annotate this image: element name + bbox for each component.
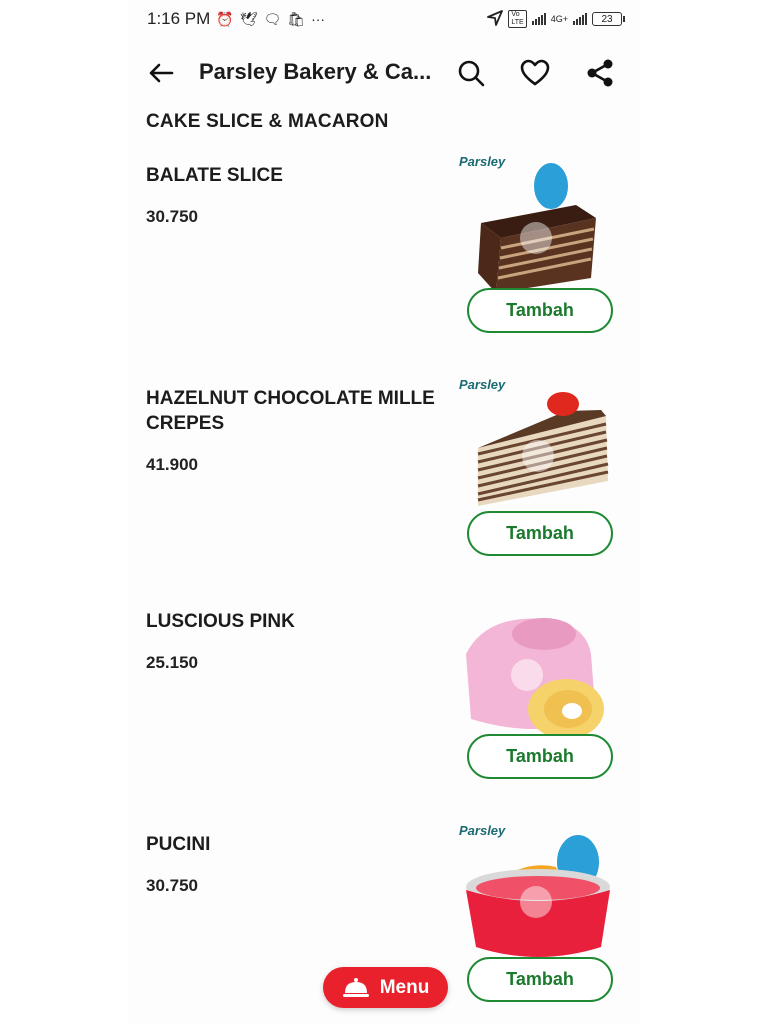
share-button[interactable]: [584, 57, 616, 89]
item-name: LUSCIOUS PINK: [146, 611, 295, 632]
add-button[interactable]: Tambah: [467, 957, 613, 1002]
alarm-icon: ⏰: [216, 11, 234, 27]
item-price: 25.150: [146, 653, 198, 672]
cake-image[interactable]: [456, 153, 621, 293]
item-name: HAZELNUT CHOCOLATE MILLE CREPES: [146, 388, 435, 434]
share-icon: [586, 59, 614, 87]
pudding-image[interactable]: [456, 822, 621, 962]
parsley-logo: Parsley: [459, 377, 506, 392]
add-button[interactable]: Tambah: [467, 734, 613, 779]
arrow-left-icon: [148, 62, 174, 84]
volte-icon: Vo LTE: [508, 10, 526, 27]
item-price: 30.750: [146, 876, 198, 895]
shopping-bag-icon: 🛍: [287, 11, 306, 27]
add-button[interactable]: Tambah: [467, 288, 613, 333]
menu-button[interactable]: [323, 967, 448, 1008]
status-bar: [128, 0, 640, 38]
search-button[interactable]: [455, 57, 487, 89]
bird-icon: 🕊: [239, 11, 258, 27]
parsley-logo: Parsley: [459, 823, 506, 838]
item-price: 41.900: [146, 455, 198, 474]
heart-icon: [520, 59, 550, 87]
battery-level: 23: [601, 13, 613, 25]
section-title: CAKE SLICE & MACARON: [146, 111, 389, 132]
item-price: 30.750: [146, 207, 198, 226]
app-header: [128, 48, 640, 98]
battery-icon: [592, 12, 622, 26]
menu-item: [128, 609, 640, 832]
parsley-logo: Parsley: [459, 154, 506, 169]
location-arrow-icon: [487, 10, 503, 29]
add-button[interactable]: Tambah: [467, 511, 613, 556]
app-screen: [128, 0, 640, 1024]
cake-image[interactable]: [456, 376, 621, 516]
status-time: 1:16 PM: [147, 9, 211, 28]
menu-item: [128, 377, 640, 609]
search-icon: [457, 59, 485, 87]
back-button[interactable]: [146, 58, 176, 88]
network-type: 4G+: [550, 14, 568, 24]
chat-icon: 🗨: [263, 11, 282, 27]
menu-label: Menu: [379, 976, 430, 998]
menu-item: [128, 154, 640, 386]
item-name: PUCINI: [146, 834, 211, 855]
page-title: Parsley Bakery & Ca...: [199, 59, 432, 84]
cloche-icon: [342, 977, 370, 999]
cake-image[interactable]: [456, 599, 621, 739]
more-dots-icon: ···: [311, 11, 326, 27]
favorite-button[interactable]: [519, 57, 551, 89]
signal-icon: [532, 13, 546, 25]
item-name: BALATE SLICE: [146, 165, 283, 186]
signal-icon-2: [573, 13, 587, 25]
